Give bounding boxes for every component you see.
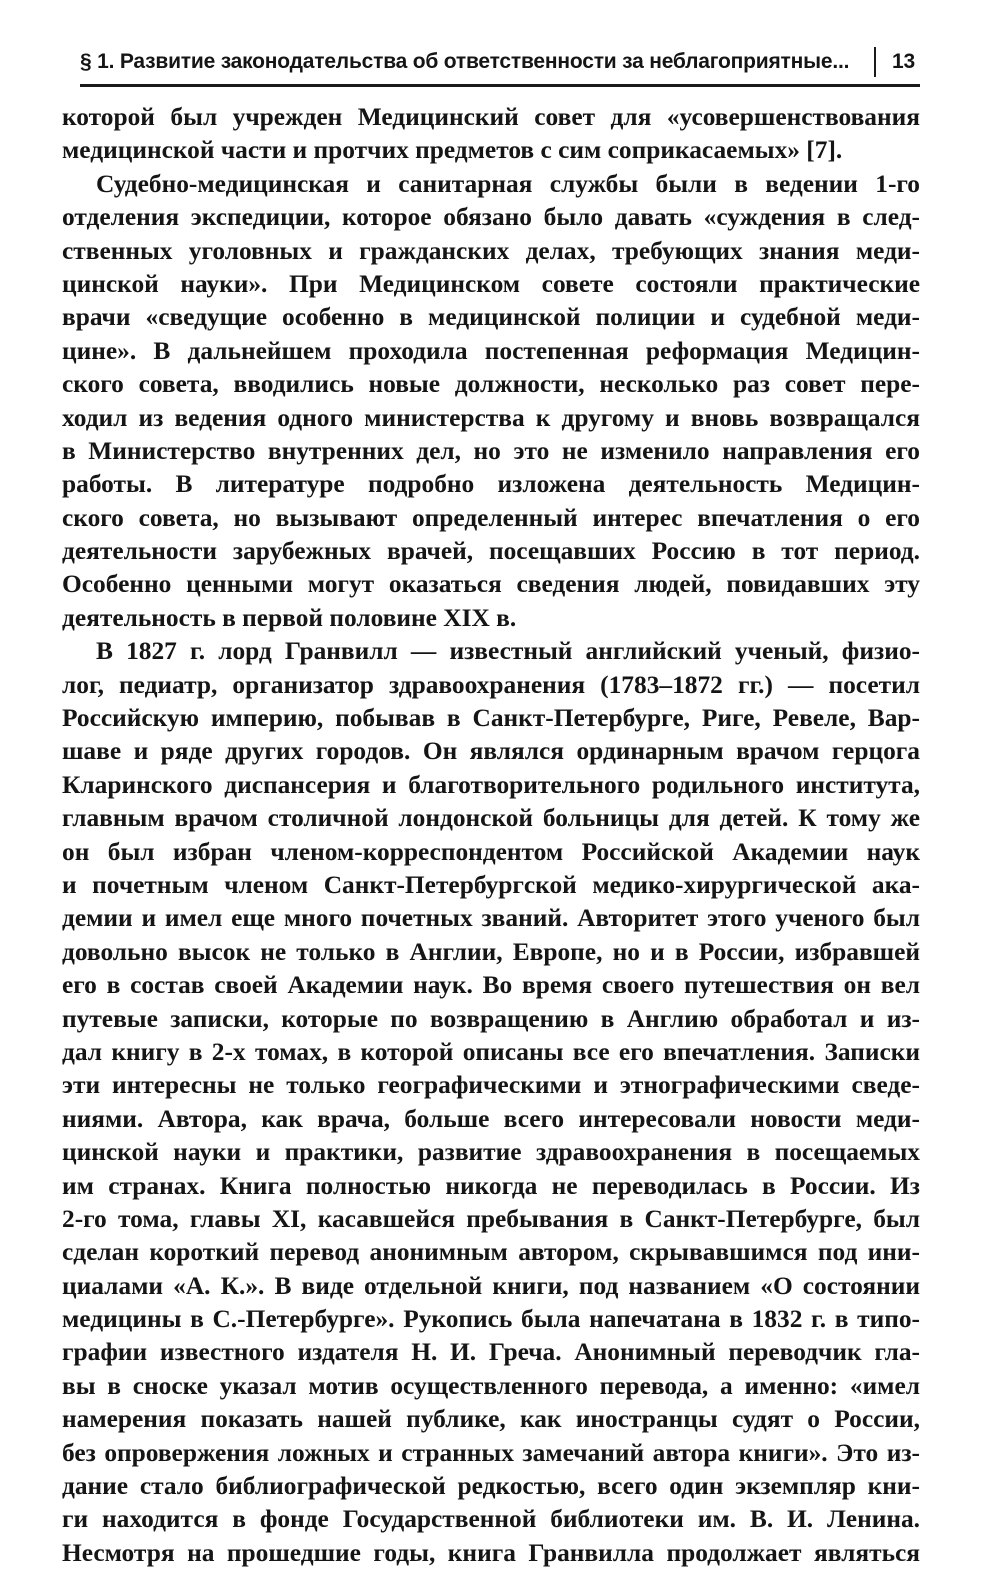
text-line: главным врачом столичной лондонской больницы для детей. К тому же	[62, 804, 920, 833]
text-line: Судебно-медицинская и санитарная службы были в ведении 1-го	[96, 169, 920, 198]
text-line: ского совета, но вызывают определенный интерес впечатления о его	[62, 503, 920, 532]
text-line: ходил из ведения одного министерства к другому и вновь возвращался	[62, 403, 920, 432]
text-line: медицины в С.-Петербурге». Рукопись была напечатана в 1832 г. в типо-	[62, 1305, 920, 1334]
text-line: дание стало библиографической редкостью, всего один экземпляр кни-	[62, 1472, 920, 1501]
text-line: намерения показать нашей публике, как иностранцы судят о России,	[62, 1405, 920, 1434]
text-line: цинской науки и практики, развитие здравоохранения в посещаемых	[62, 1138, 920, 1167]
text-line: медицинской части и протчих предметов с сим соприкасаемых» [7].	[62, 136, 843, 165]
text-line: Кларинского диспансерия и благотворительного родильного института,	[62, 770, 920, 799]
text-line: циалами «А. К.». В виде отдельной книги, под названием «О состоянии	[62, 1271, 920, 1300]
text-line: отделения экспедиции, которое обязано было давать «суждения в след-	[62, 203, 920, 232]
text-line: довольно высок не только в Англии, Европе, но и в России, избравшей	[62, 937, 920, 966]
text-line: путевые записки, которые по возвращению в Англию обработал и из-	[62, 1004, 920, 1033]
text-line: ги находится в фонде Государственной библиотеки им. В. И. Ленина.	[62, 1505, 920, 1534]
running-header	[80, 40, 920, 87]
text-line: им странах. Книга полностью никогда не переводилась в России. Из	[62, 1171, 920, 1200]
text-line: деятельности зарубежных врачей, посещавших Россию в тот период.	[62, 537, 920, 566]
text-line: лог, педиатр, организатор здравоохранения (1783–1872 гг.) — посетил	[62, 670, 920, 699]
text-line: он был избран членом-корреспондентом Российской Академии наук	[62, 837, 920, 866]
text-line: шаве и ряде других городов. Он являлся ординарным врачом герцога	[62, 737, 920, 766]
text-line: Несмотря на прошедшие годы, книга Гранвилла продолжает являться	[62, 1538, 920, 1567]
text-line: графии известного издателя Н. И. Греча. Анонимный переводчик гла-	[62, 1338, 920, 1367]
text-line: 2-го тома, главы XI, касавшейся пребывания в Санкт-Петербурге, был	[62, 1204, 920, 1233]
text-line: эти интересны не только географическими и этнографическими сведе-	[62, 1071, 920, 1100]
text-line: деятельность в первой половине XIX в.	[62, 603, 517, 632]
text-line: ственных уголовных и гражданских делах, требующих знания меди-	[62, 236, 920, 265]
text-line: сделан короткий перевод анонимным автором, скрывавшимся под ини-	[62, 1238, 920, 1267]
text-line: В 1827 г. лорд Гранвилл — известный английский ученый, физио-	[96, 637, 920, 666]
header-separator	[874, 47, 876, 77]
text-line: цине». В дальнейшем проходила постепенная реформация Медицин-	[62, 336, 920, 365]
text-line: дал книгу в 2-х томах, в которой описаны все его впечатления. Записки	[62, 1037, 920, 1066]
text-line: Особенно ценными могут оказаться сведения людей, повидавших эту	[62, 570, 920, 599]
text-line: в Министерство внутренних дел, но это не изменило направления его	[62, 436, 920, 465]
text-line: цинской науки». При Медицинском совете состояли практические	[62, 269, 920, 298]
text-line: без опровержения ложных и странных замечаний автора книги». Это из-	[62, 1438, 920, 1467]
running-header-title: § 1. Развитие законодательства об ответственности за неблагоприятные...	[80, 50, 850, 73]
paragraph	[62, 635, 920, 1570]
text-line: и почетным членом Санкт-Петербургской медико-хирургической ака-	[62, 870, 920, 899]
text-line: вы в сноске указал мотив осуществленного перевода, а именно: «имел	[62, 1371, 920, 1400]
paragraph	[62, 101, 920, 168]
text-line: его в состав своей Академии наук. Во время своего путешествия он вел	[62, 971, 920, 1000]
text-line: Российскую империю, побывав в Санкт-Петербурге, Риге, Ревеле, Вар-	[62, 704, 920, 733]
paragraph	[62, 168, 920, 635]
text-line: работы. В литературе подробно изложена деятельность Медицин-	[62, 470, 920, 499]
text-line: ского совета, вводились новые должности, несколько раз совет пере-	[62, 370, 920, 399]
text-line: которой был учрежден Медицинский совет для «усовершенствования	[62, 103, 920, 131]
body-text	[62, 101, 920, 1570]
text-line: врачи «сведущие особенно в медицинской полиции и судебной меди-	[62, 303, 920, 332]
text-line: ниями. Автора, как врача, больше всего интересовали новости меди-	[62, 1104, 920, 1133]
page-number: 13	[892, 50, 915, 73]
text-line: демии и имел еще много почетных званий. Авторитет этого ученого был	[62, 904, 920, 933]
